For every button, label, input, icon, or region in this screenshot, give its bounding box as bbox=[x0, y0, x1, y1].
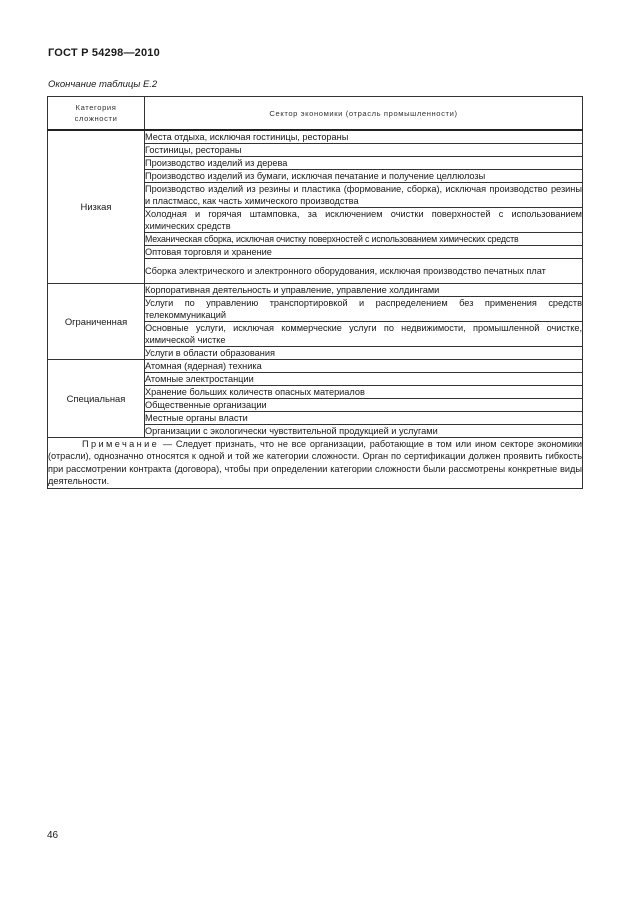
header-sector: Сектор экономики (отрасль промышленности) bbox=[145, 97, 583, 131]
sector-cell: Услуги по управлению транспортировкой и распределением без применения средств телекоммуникаций bbox=[145, 298, 582, 320]
sector-cell: Атомные электростанции bbox=[145, 373, 583, 386]
note-text: — Следует признать, что не все организации, работающие в том или ином секторе экономики (отрасли), однозначно относятся к одной и той же категории сложности. Орган по сертификации должен проявить гибкость при рассмотрении контракта (договора), чтобы при определении категории сложности были рассмотрены конкретные виды деятельности. bbox=[48, 439, 582, 487]
sector-cell: Механическая сборка, исключая очистку поверхностей с использованием химических средств bbox=[145, 233, 583, 246]
table-caption: Окончание таблицы Е.2 bbox=[48, 79, 158, 90]
note-cell bbox=[48, 438, 583, 489]
page-number: 46 bbox=[47, 830, 59, 841]
note-row bbox=[48, 438, 583, 489]
table-row bbox=[48, 284, 583, 297]
sector-cell: Холодная и горячая штамповка, за исключением очистки поверхностей с использованием химических средств bbox=[145, 209, 582, 231]
sector-table bbox=[47, 96, 583, 489]
category-cell: Низкая bbox=[48, 130, 145, 284]
sector-cell: Производство изделий из резины и пластика (формование, сборка), исключая производство резины и пластмасс, как часть химического производства bbox=[145, 184, 582, 206]
sector-cell: Места отдыха, исключая гостиницы, рестораны bbox=[145, 130, 583, 144]
sector-cell: Атомная (ядерная) техника bbox=[145, 360, 583, 373]
note-label: Примечание bbox=[82, 439, 160, 449]
sector-cell: Общественные организации bbox=[145, 399, 583, 412]
sector-cell: Гостиницы, рестораны bbox=[145, 144, 583, 157]
table-row bbox=[48, 130, 583, 144]
header-category: Категория сложности bbox=[48, 97, 145, 131]
sector-cell: Производство изделий из дерева bbox=[145, 157, 583, 170]
sector-cell: Производство изделий из бумаги, исключая печатание и получение целлюлозы bbox=[145, 170, 583, 183]
table-row bbox=[48, 360, 583, 373]
category-cell: Специальная bbox=[48, 360, 145, 438]
category-cell: Ограниченная bbox=[48, 284, 145, 360]
sector-cell: Организации с экологически чувствительной продукцией и услугами bbox=[145, 425, 583, 438]
sector-cell: Основные услуги, исключая коммерческие услуги по недвижимости, промышленной очистке, химической чистке bbox=[145, 323, 582, 345]
sector-cell: Услуги в области образования bbox=[145, 347, 583, 360]
sector-cell: Местные органы власти bbox=[145, 412, 583, 425]
sector-cell: Оптовая торговля и хранение bbox=[145, 246, 583, 259]
document-header: ГОСТ Р 54298—2010 bbox=[48, 47, 160, 59]
sector-cell: Корпоративная деятельность и управление, управление холдингами bbox=[145, 284, 583, 297]
sector-cell: Сборка электрического и электронного оборудования, исключая производство печатных плат bbox=[145, 259, 583, 284]
table-header-row bbox=[48, 97, 583, 131]
sector-cell: Хранение больших количеств опасных материалов bbox=[145, 386, 583, 399]
